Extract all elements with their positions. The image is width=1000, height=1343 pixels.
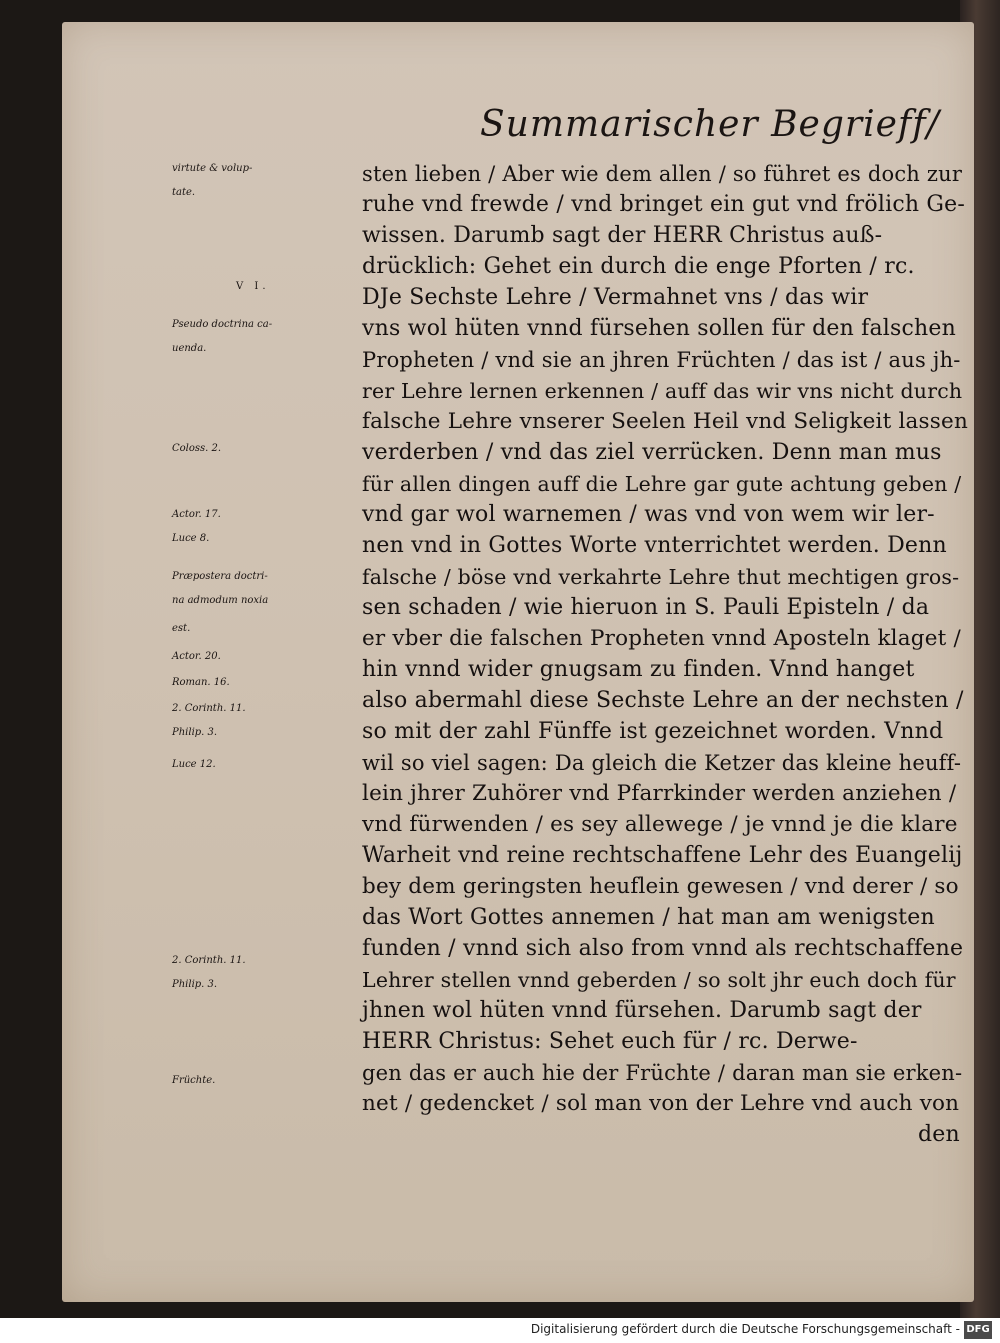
text-line: jhnen wol hüten vnnd fürsehen. Darumb sagt der <box>362 998 922 1023</box>
text-line: hin vnnd wider gnugsam zu finden. Vnnd hanget <box>362 657 915 682</box>
marginal-note: Pseudo doctrina ca- <box>172 319 273 330</box>
text-line: sten lieben / Aber wie dem allen / so führet es doch zur <box>362 162 963 186</box>
marginal-note: virtute & volup- <box>172 163 253 174</box>
text-line: so mit der zahl Fünffe ist gezeichnet worden. Vnnd <box>362 719 944 744</box>
marginal-note: na admodum noxia <box>172 595 269 606</box>
text-line: vnd fürwenden / es sey allewege / je vnnd je die klare <box>362 812 958 837</box>
text-line: vnd gar wol warnemen / was vnd von wem wir ler- <box>362 502 935 527</box>
text-line: wil so viel sagen: Da gleich die Ketzer das kleine heuff- <box>362 751 962 775</box>
text-line: funden / vnnd sich also from vnnd als rechtschaffene <box>362 936 964 961</box>
marginal-note: Actor. 17. <box>172 509 221 520</box>
text-line: verderben / vnd das ziel verrücken. Denn man mus <box>362 440 942 465</box>
text-line: Lehrer stellen vnnd geberden / so solt jhr euch doch für <box>362 968 956 992</box>
marginal-note: Luce 8. <box>172 533 210 544</box>
section-number: V I. <box>236 281 270 292</box>
marginal-note: Præpostera doctri- <box>172 571 268 582</box>
marginal-note: Actor. 20. <box>172 651 221 662</box>
running-title: Summarischer Begrieff/ <box>480 104 940 145</box>
marginal-note: Früchte. <box>172 1075 216 1086</box>
marginal-note: Roman. 16. <box>172 677 230 688</box>
dfg-logo: DFG <box>964 1321 992 1339</box>
marginal-note: tate. <box>172 187 196 198</box>
text-line: vns wol hüten vnnd fürsehen sollen für den falschen <box>362 316 957 341</box>
marginal-note: 2. Corinth. 11. <box>172 703 246 714</box>
text-line: Propheten / vnd sie an jhren Früchten / das ist / aus jh- <box>362 348 961 372</box>
text-line: Warheit vnd reine rechtschaffene Lehr des Euangelij <box>362 843 963 868</box>
text-line: sen schaden / wie hieruon in S. Pauli Episteln / da <box>362 595 930 620</box>
text-line: nen vnd in Gottes Worte vnterrichtet werden. Denn <box>362 533 947 558</box>
marginal-note: Luce 12. <box>172 759 216 770</box>
marginal-note: Coloss. 2. <box>172 443 222 454</box>
marginal-note: 2. Corinth. 11. <box>172 955 246 966</box>
text-line: falsche Lehre vnserer Seelen Heil vnd Seligkeit lassen <box>362 409 968 434</box>
marginal-note: Philip. 3. <box>172 979 218 990</box>
text-line: wissen. Darumb sagt der HERR Christus auß- <box>362 223 883 248</box>
text-line: rer Lehre lernen erkennen / auff das wir vns nicht durch <box>362 379 963 403</box>
funding-notice: Digitalisierung gefördert durch die Deutsche Forschungsgemeinschaft - <box>530 1322 960 1336</box>
text-line: drücklich: Gehet ein durch die enge Pforten / rc. <box>362 254 915 279</box>
text-line: er vber die falschen Propheten vnnd Aposteln klaget / <box>362 626 961 651</box>
text-line: bey dem geringsten heuflein gewesen / vnd derer / so <box>362 874 959 899</box>
text-line: ruhe vnd frewde / vnd bringet ein gut vnd frölich Ge- <box>362 192 966 217</box>
text-line: HERR Christus: Sehet euch für / rc. Derwe- <box>362 1029 858 1054</box>
footer-bar <box>0 1318 1000 1343</box>
text-line: net / gedencket / sol man von der Lehre vnd auch von <box>362 1091 960 1116</box>
marginal-note: est. <box>172 623 191 634</box>
text-line: also abermahl diese Sechste Lehre an der nechsten / <box>362 688 964 713</box>
text-line: DJe Sechste Lehre / Vermahnet vns / das wir <box>362 285 869 310</box>
text-line: das Wort Gottes annemen / hat man am wenigsten <box>362 905 935 930</box>
text-line: lein jhrer Zuhörer vnd Pfarrkinder werden anziehen / <box>362 781 957 806</box>
catchword: den <box>918 1122 960 1147</box>
marginal-note: uenda. <box>172 343 207 354</box>
text-line: für allen dingen auff die Lehre gar gute achtung geben / <box>362 472 962 496</box>
marginal-note: Philip. 3. <box>172 727 218 738</box>
text-line: falsche / böse vnd verkahrte Lehre thut mechtigen gros- <box>362 565 960 589</box>
text-line: gen das er auch hie der Früchte / daran man sie erken- <box>362 1061 963 1085</box>
